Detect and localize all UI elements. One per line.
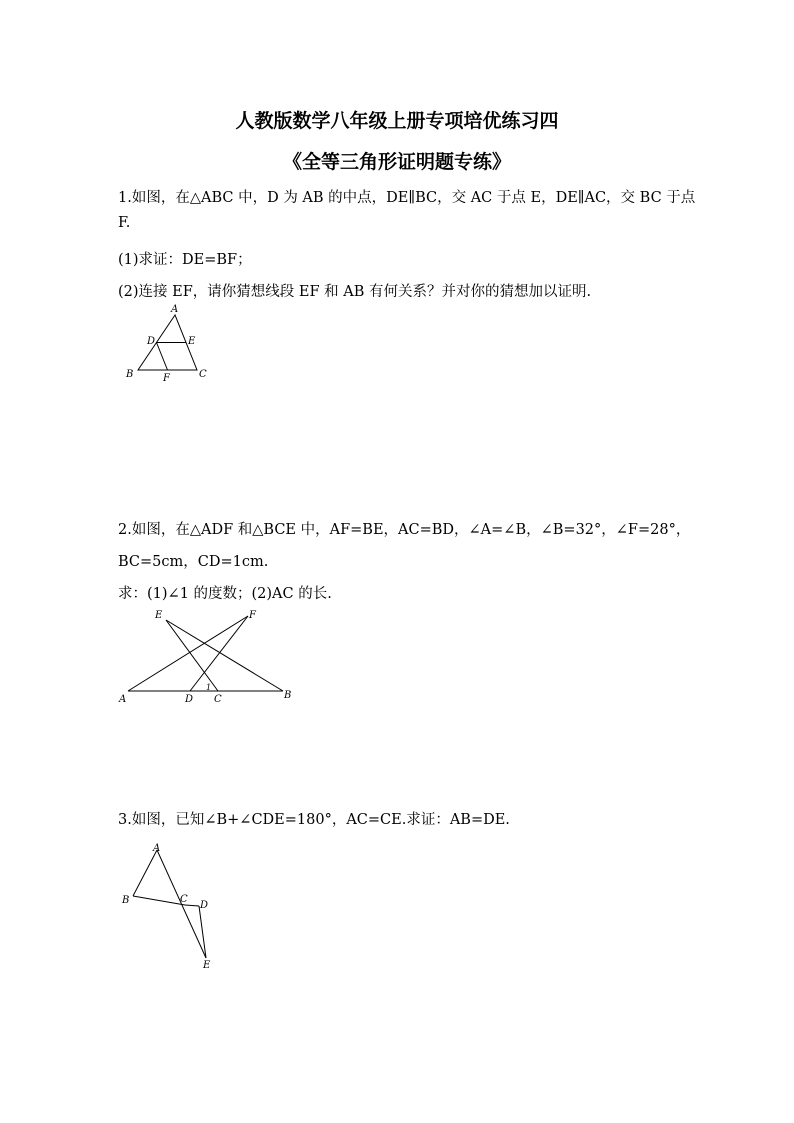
page-title: 人教版数学八年级上册专项培优练习四: [235, 110, 559, 132]
q1-label-a: A: [171, 304, 179, 315]
q3-segment-ab: [133, 850, 157, 896]
q2-stem-line1: 2.如图，在△ADF 和△BCE 中，AF=BE，AC=BD，∠A=∠B，∠B=32°，∠F=28°，: [118, 522, 691, 538]
q2-label-d: D: [185, 694, 194, 705]
q1-figure: [115, 300, 225, 385]
q2-label-e: E: [155, 610, 163, 621]
q1-part2: (2)连接 EF，请你猜想线段 EF 和 AB 有何关系？并对你的猜想加以证明.: [118, 284, 592, 300]
q2-label-f: F: [249, 610, 256, 621]
q1-label-d: D: [147, 336, 156, 347]
q1-label-f: F: [163, 373, 170, 384]
q3-stem: 3.如图，已知∠B+∠CDE=180°，AC=CE.求证：AB=DE.: [118, 812, 510, 828]
q2-ask: 求：(1)∠1 的度数；(2)AC 的长.: [118, 586, 332, 602]
q1-label-b: B: [126, 369, 134, 380]
q3-segment-cd: [185, 905, 199, 906]
page-subtitle: 《全等三角形证明题专练》: [282, 151, 511, 173]
q1-label-c: C: [199, 369, 207, 380]
q3-label-b: B: [122, 895, 130, 906]
q3-segment-bc: [133, 896, 185, 905]
q2-label-b: B: [284, 690, 292, 701]
q2-segment-af: [128, 616, 248, 691]
q2-segment-fd: [190, 616, 248, 691]
q2-segment-ec: [166, 620, 218, 691]
q2-label-angle1: 1: [206, 683, 212, 692]
q3-figure: [115, 838, 225, 973]
q1-label-e: E: [188, 336, 196, 347]
q2-label-c: C: [214, 694, 222, 705]
q1-stem-line2: F.: [118, 215, 131, 231]
q1-stem-line1: 1.如图，在△ABC 中，D 为 AB 的中点，DE∥BC，交 AC 于点 E，DE∥AC，交 BC 于点: [118, 190, 696, 206]
q1-part1: (1)求证：DE=BF；: [118, 252, 252, 268]
q2-stem-line2: BC=5cm，CD=1cm.: [118, 554, 269, 570]
q2-figure: [115, 604, 295, 704]
q3-label-e: E: [203, 960, 211, 971]
q1-segment-df: [157, 343, 168, 371]
q3-label-a: A: [153, 843, 161, 854]
q3-label-d: D: [200, 900, 209, 911]
q3-label-c: C: [180, 894, 188, 905]
q2-label-a: A: [119, 694, 127, 705]
